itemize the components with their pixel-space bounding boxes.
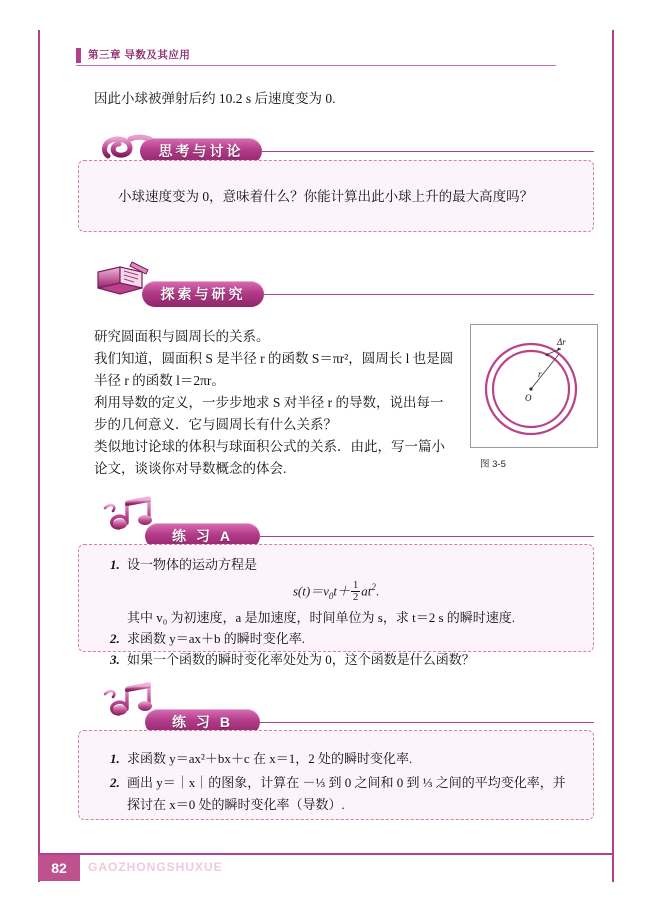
page-border-left xyxy=(38,30,40,882)
exercise-a-item-1-num: 1. xyxy=(110,557,120,572)
exercise-a-banner-rule xyxy=(260,536,594,537)
think-banner-rule xyxy=(262,151,594,152)
think-box-text: 小球速度变为 0，意味着什么？你能计算出此小球上升的最大高度吗？ xyxy=(118,189,534,204)
exercise-a-item-1-note: 其中 v₀ 为初速度，a 是加速度，时间单位为 s，求 t＝2 s 的瞬时速度. xyxy=(127,610,516,625)
figure-caption: 图 3-5 xyxy=(480,459,506,470)
explore-banner xyxy=(142,281,264,307)
exercise-a-item-2-num: 2. xyxy=(110,631,120,646)
page-border-right xyxy=(612,30,614,882)
exercise-b-item-1-text: 求函数 y＝ax²＋bx＋c 在 x＝1，2 处的瞬时变化率. xyxy=(127,751,413,766)
explore-paragraph-2: 我们知道，圆面积 S 是半径 r 的函数 S＝πr²，圆周长 l 也是圆半径 r 的函数 l＝2πr。 xyxy=(94,351,454,388)
footer-watermark: GAOZHONGSHUXUE xyxy=(88,860,223,874)
think-banner-label: 思考与讨论 xyxy=(158,143,244,159)
running-head-marker xyxy=(76,48,81,63)
svg-text:O: O xyxy=(525,393,532,403)
exercise-b-banner-label: 练 习 B xyxy=(172,714,233,730)
circle-figure xyxy=(470,324,598,448)
explore-paragraph-1: 研究圆面积与圆周长的关系。 xyxy=(94,329,270,344)
explore-banner-rule xyxy=(264,294,594,295)
exercise-b-item-2-line1: 画出 y＝｜x｜的图象，计算在 －⅓ 到 0 之间和 0 到 ⅓ 之间的平均变化率，并 xyxy=(127,775,566,790)
explore-paragraph-3: 利用导数的定义，一步步地求 S 对半径 r 的导数，说出每一步的几何意义．它与圆周长有什么关系？ xyxy=(94,395,444,432)
running-head-rule xyxy=(76,65,556,66)
exercise-b-item-1-num: 1. xyxy=(110,751,120,766)
running-head-text: 第三章 导数及其应用 xyxy=(88,49,191,61)
exercise-b-item-2-line2: 探讨在 x＝0 处的瞬时变化率（导数）. xyxy=(127,797,345,812)
exercise-a-item-3-text: 如果一个函数的瞬时变化率处处为 0，这个函数是什么函数？ xyxy=(127,652,475,667)
exercise-a-banner-label: 练 习 A xyxy=(172,528,233,544)
exercise-a-item-3-num: 3. xyxy=(110,652,120,667)
explore-banner-label: 探索与研究 xyxy=(160,286,246,302)
exercise-b-item-2-num: 2. xyxy=(110,775,120,790)
running-head xyxy=(76,47,556,67)
footer-rule xyxy=(38,853,613,855)
explore-paragraph-4: 类似地讨论球的体积与球面积公式的关系．由此，写一篇小论文，谈谈你对导数概念的体会. xyxy=(94,439,445,476)
page-number: 82 xyxy=(51,860,67,876)
exercise-a-item-2-text: 求函数 y＝ax＋b 的瞬时变化率. xyxy=(127,631,306,646)
exercise-b-banner-rule xyxy=(260,722,594,723)
intro-paragraph: 因此小球被弹射后约 10.2 s 后速度变为 0. xyxy=(94,91,336,106)
exercise-a-item-1-text: 设一物体的运动方程是 xyxy=(127,557,258,572)
svg-text:Δr: Δr xyxy=(557,337,566,347)
svg-text:r: r xyxy=(538,369,542,379)
page-number-box xyxy=(38,855,80,881)
exercise-a-item-1-formula: $s(t)=v_0t+$ $\frac{1}{2}$ $at^2$. xyxy=(292,580,380,604)
